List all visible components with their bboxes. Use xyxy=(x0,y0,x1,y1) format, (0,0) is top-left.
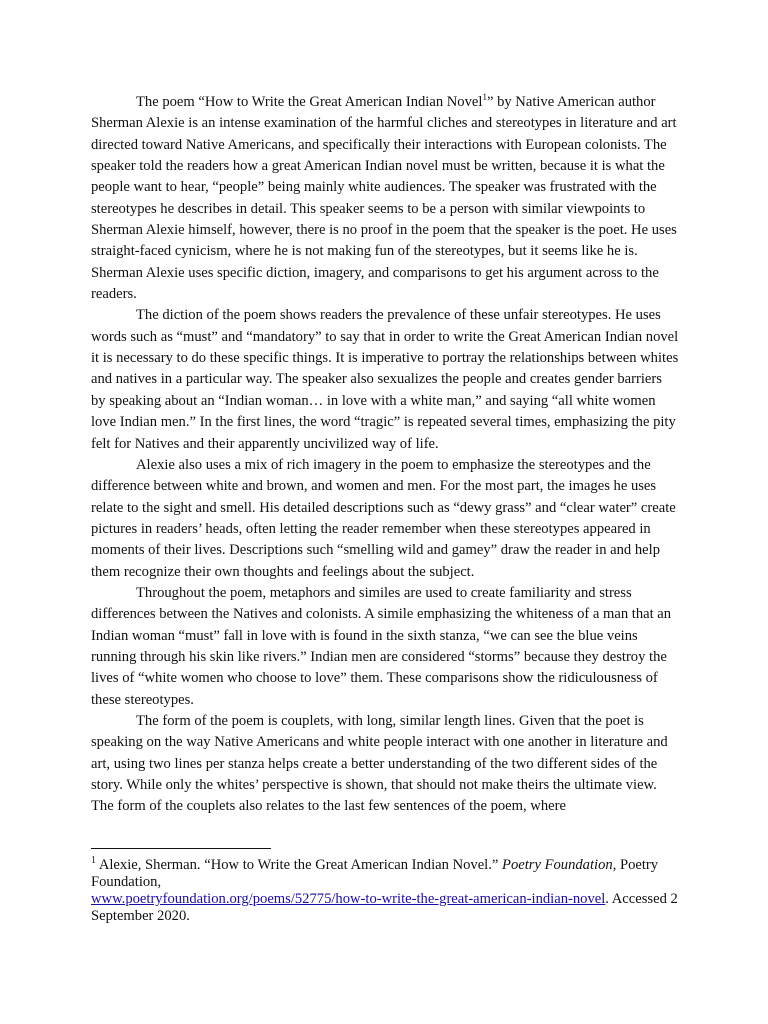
paragraph-diction: The diction of the poem shows readers the prevalence of these unfair stereotypes. He uses words such as “must” and “mandatory” to say that in order to write the Great American Indian novel it is necessary to do these specific things. It is imperative to portray the relationships between whites and natives in a particular way. The speaker also sexualizes the people and creates gender barriers by speaking about an “Indian woman… in love with a white man,” and saying “all white women love Indian men.” In the first lines, the word “tragic” is repeated several times, emphasizing the pity felt for Natives and their apparently uncivilized way of life. xyxy=(91,307,679,452)
footnote-separator xyxy=(91,848,271,849)
footnote-1 xyxy=(91,857,691,925)
essay-body xyxy=(91,92,679,818)
paragraph-comparisons: Throughout the poem, metaphors and similes are used to create familiarity and stress differences between the Natives and colonists. A simile emphasizing the whiteness of a man that an Indian woman “must” fall in love with is found in the sixth stanza, “we can see the blue veins running through his skin like rivers.” Indian men are considered “storms” because they destroy the lives of “white women who choose to love” them. These comparisons show the ridiculousness of these stereotypes. xyxy=(91,584,672,708)
footnote-url-link[interactable]: www.poetryfoundation.org/poems/52775/how-to-write-the-great-american-indian-novel xyxy=(91,891,606,907)
paragraph-imagery: Alexie also uses a mix of rich imagery in the poem to emphasize the stereotypes and the difference between white and brown, and women and men. For the most part, the images he uses relate to the sight and smell. His detailed descriptions such as “dewy grass” and “clear water” create pictures in readers’ heads, often letting the reader remember when these stereotypes appeared in moments of their lives. Descriptions such “smelling wild and gamey” draw the reader in and help them recognize their own thoughts and feelings about the subject. xyxy=(91,456,676,580)
footnotes-section xyxy=(91,848,691,925)
footnote-citation-b: , Poetry Foundation, xyxy=(91,857,659,890)
footnote-source-title: Poetry Foundation xyxy=(502,857,613,873)
footnote-number: 1 xyxy=(91,855,96,867)
paragraph-intro xyxy=(91,92,679,305)
paragraph-form: The form of the poem is couplets, with long, similar length lines. Given that the poet is speaking on the way Native Americans and white people interact with one another in literature and art, using two lines per stanza helps create a better understanding of the two different sides of the story. While only the whites’ perspective is shown, that should not make theirs the ultimate view. The form of the couplets also relates to the last few sentences of the poem, where xyxy=(91,712,668,815)
footnote-accessed: . Accessed 2 September 2020. xyxy=(91,891,678,924)
footnote-reference[interactable]: 1 xyxy=(482,92,487,103)
footnote-citation-a: Alexie, Sherman. “How to Write the Great American Indian Novel.” xyxy=(96,857,503,873)
paragraph-intro-text-a: The poem “How to Write the Great American Indian Novel xyxy=(136,94,483,110)
paragraph-intro-text-b: ” by Native American author Sherman Alexie is an intense examination of the harmful cliches and stereotypes in literature and art directed toward Native Americans, and specifically their interactions with European colonists. The speaker told the readers how a great American Indian novel must be written, because it is what the people want to hear, “people” being mainly white audiences. The speaker was frustrated with the stereotypes he describes in detail. This speaker seems to be a person with similar viewpoints to Sherman Alexie himself, however, there is no proof in the poem that the speaker is the poet. He uses straight-faced cynicism, where he is not making fun of the stereotypes, but it seems like he is. Sherman Alexie uses specific diction, imagery, and comparisons to get his argument across to the readers. xyxy=(91,94,677,303)
